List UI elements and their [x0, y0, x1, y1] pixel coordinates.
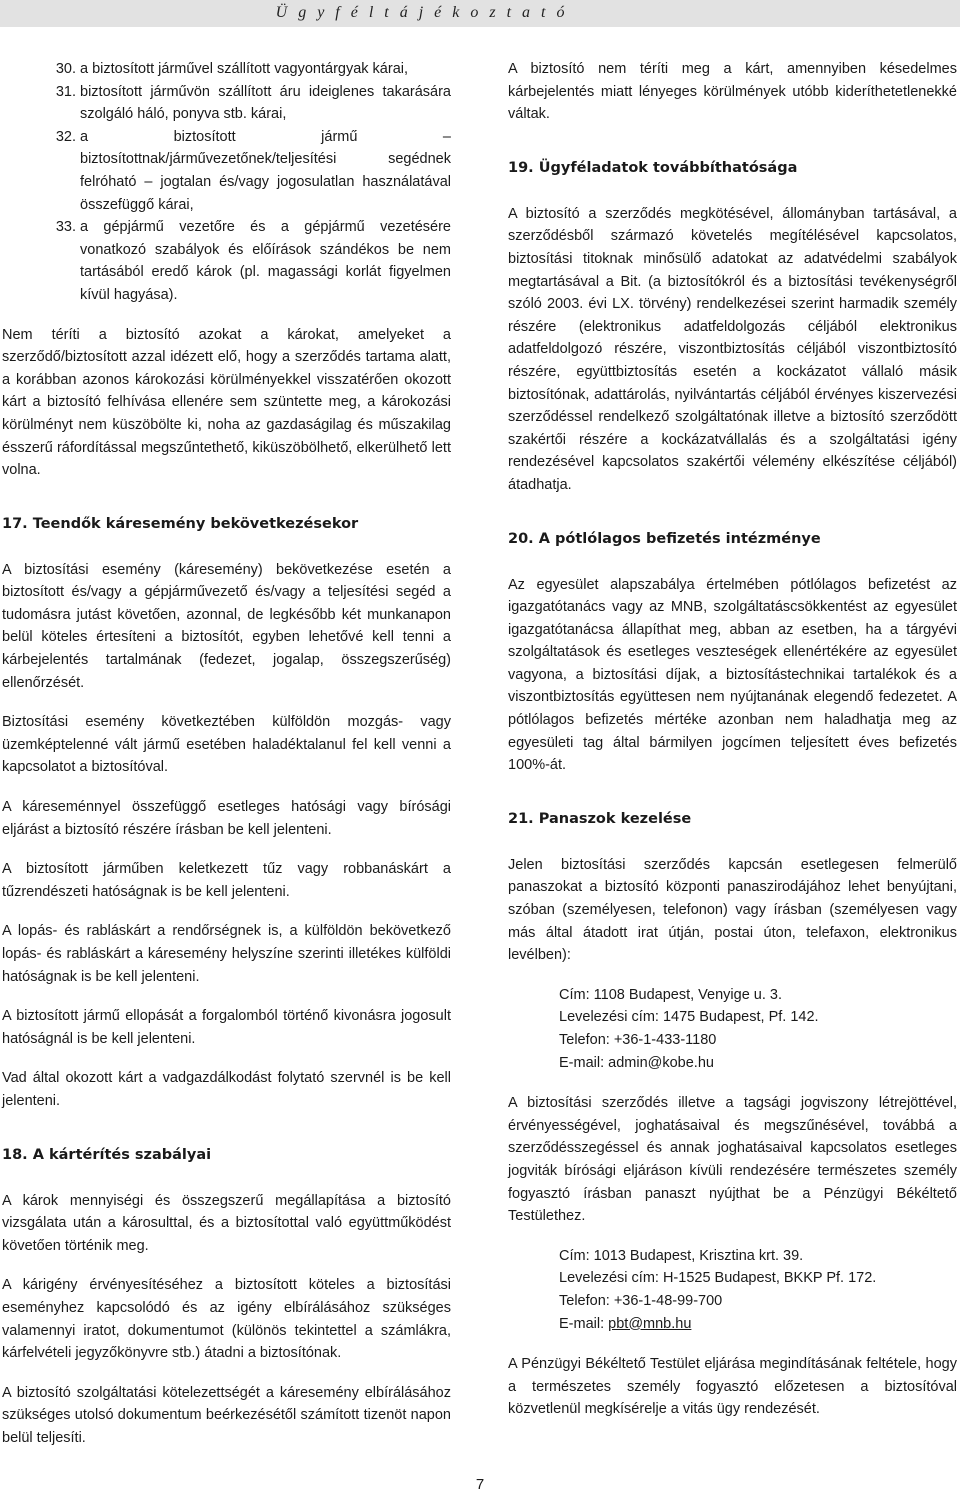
address-line — [559, 1313, 957, 1336]
paragraph: A biztosító a szerződés megkötésével, állományban tartásával, a szerződésből származó követelés megítélésével kapcsolatos, biztosítási titoknak minősülő adatokat az adatvédelmi szabályok megtartásával a Bit. (a biztosítókról és a biztosítási tevékenységről szóló 2003. évi LX. törvény) rendelkezései szerint harmadik személy részére (elektronikus adatfeldolgozás céljából elektronikus adatfeldolgozó részére, viszontbiztosítás céljából viszontbiztosító részére, együttbiztosítás esetén a kockázatot vállaló másik biztosítónak, adattárolás, nyilvántartás céljából érvényes kiszervezési szerződéssel rendelkező szolgáltatónak illetve a biztosító szerződött szakértői részére a kockázatvállalás és a szolgáltatási igény rendezésével kapcsolatos szakértői vélemény elkészítése céljából) átadhatja. — [508, 205, 957, 493]
paragraph: A biztosító szolgáltatási kötelezettségét a káresemény elbírálásához szükséges utolsó dokumentum beérkezésétől számított tizenöt napon belül teljesíti. — [2, 1384, 451, 1446]
section-17-heading: 17. Teendők káresemény bekövetkezésekor — [2, 515, 359, 532]
paragraph: A lopás- és rabláskárt a rendőrségnek is, a külföldön bekövetkező lopás- és rabláskárt a káresemény helyszíne szerinti illetékes külföldi hatóságnak is be kell jelenteni. — [2, 923, 451, 985]
exclusion-list — [2, 58, 451, 307]
address-line: Telefon: +36-1-433-1180 — [559, 1032, 717, 1048]
address-line: Levelezési cím: 1475 Budapest, Pf. 142. — [559, 1009, 819, 1026]
section-19-heading: 19. Ügyféladatok továbbíthatósága — [508, 159, 798, 176]
right-column — [508, 58, 957, 1438]
paragraph: Vad által okozott kárt a vadgazdálkodást folytató szervnél is be kell jelenteni. — [2, 1070, 451, 1109]
page-number: 7 — [475, 1476, 485, 1493]
left-column — [2, 58, 451, 1467]
paragraph: Jelen biztosítási szerződés kapcsán esetlegesen felmerülő panaszokat a biztosító központi panaszirodájához lehet benyújtani, szóban (személyesen, telefonon) vagy írásban (személyesen vagy más által átadott irat útján, postai úton, telefaxon, elektronikus levélben): — [508, 856, 957, 964]
list-item: 33. a gépjármű vezetőre és a gépjármű vezetésére vonatkozó szabályok és előírások szándékos be nem tartásából eredő károk (pl. magassági korlát figyelmen kívül hagyása). — [80, 216, 451, 306]
email-label: E-mail: — [559, 1315, 609, 1332]
address-line: Cím: 1108 Budapest, Venyige u. 3. — [559, 986, 783, 1003]
paragraph: Az egyesület alapszabálya értelmében pótlólagos befizetést az igazgatótanács vagy az MNB, szolgáltatáscsökkentést az egyesület igazgatótanácsa állapíthat meg, abban az esetben, ha a tárgyévi szolgáltatások és esetleges veszteségek ellenértékére az egyesület vagyona, a biztosítási díjak, a biztosítástechnikai tartalékok és a viszontbiztosítás együttesen nem nyújtanának elegendő fedezetet. A pótlólagos befizetés mértéke azonban nem haladhatja meg az egyesületi tag által bármilyen jogcímen teljesített éves befizetés 100%-át. — [508, 576, 957, 774]
paragraph: A biztosító nem téríti meg a kárt, amennyiben késedelmes kárbejelentés miatt lényeges körülmények utóbb kideríthetetlenekké váltak. — [508, 61, 957, 123]
section-20-heading: 20. A pótlólagos befizetés intézménye — [508, 530, 821, 547]
paragraph: A biztosítási szerződés illetve a tagsági jogviszony létrejöttével, érvényességével, joghatásaival és megszűnésével, továbbá a szerződésszegéssel és annak joghatásaival kapcsolatos esetleges jogviták bírósági eljáráson kívüli rendezésére természetes személy fogyasztó írásban panaszt nyújthat be a Pénzügyi Békéltető Testülethez. — [508, 1095, 957, 1225]
address-line: Levelezési cím: H-1525 Budapest, BKKP Pf. 172. — [559, 1270, 877, 1287]
address-line: Telefon: +36-1-48-99-700 — [559, 1292, 723, 1309]
list-item: 31. biztosított járművön szállított áru ideiglenes takarására szolgáló háló, ponyva stb. kárai, — [80, 81, 451, 126]
address-line: E-mail: admin@kobe.hu — [559, 1054, 714, 1071]
address-block-pbt — [508, 1245, 957, 1335]
header-bar — [0, 0, 960, 27]
paragraph: A biztosított járműben keletkezett tűz vagy robbanáskárt a tűzrendészeti hatóságnak is be kell jelenteni. — [2, 861, 451, 900]
paragraph: A kárigény érvényesítéséhez a biztosított köteles a biztosítási eseményhez kapcsolódó és az igény elbírálásához szükséges valamennyi iratot, dokumentumot (különös tekintettel a számlákra, kárfelvételi jegyzőkönyvre stb.) átadni a biztosítónak. — [2, 1277, 451, 1362]
list-item: 30. a biztosított járművel szállított vagyontárgyak kárai, — [80, 58, 451, 81]
section-18-heading: 18. A kártérítés szabályai — [2, 1146, 212, 1163]
paragraph: Biztosítási esemény következtében külföldön mozgás- vagy üzemképtelenné vált jármű esetében haladéktalanul fel kell venni a kapcsolatot a biztosítóval. — [2, 714, 451, 776]
paragraph: A biztosított jármű ellopását a forgalomból történő kivonásra jogosult hatóságnál is be kell jelenteni. — [2, 1008, 451, 1047]
paragraph: A káreseménnyel összefüggő esetleges hatósági vagy bírósági eljárást a biztosító részére írásban be kell jelenteni. — [2, 799, 451, 838]
paragraph: A Pénzügyi Békéltető Testület eljárása megindításának feltétele, hogy a természetes személy fogyasztó előzetesen a biztosítóval közvetlenül megkísérelje a vitás ügy rendezését. — [508, 1356, 957, 1418]
email-link[interactable]: pbt@mnb.hu — [608, 1315, 692, 1332]
address-block-kobe — [508, 984, 957, 1074]
address-line: Cím: 1013 Budapest, Krisztina krt. 39. — [559, 1247, 804, 1264]
list-item: 32. a biztosított jármű – biztosítottnak/járművezetőnek/teljesítési segédnek felróható – jogtalan és/vagy jogosulatlan használatával összefüggő kárai, — [80, 126, 451, 216]
intro-paragraph: Nem téríti a biztosító azokat a károkat, amelyeket a szerződő/biztosított azzal idézett elő, hogy a szerződés tartama alatt, a korábban azonos károkozási körülményekkel visszatérően okozott kárt a biztosító felhívása ellenére sem szüntette meg, a károkozási körülményt nem küszöbölte ki, noha az gazdaságilag és műszakilag ésszerű ráfordítással megszűntethető, kiküszöbölhető, elkerülhető lett volna. — [2, 326, 451, 479]
paragraph: A biztosítási esemény (káresemény) bekövetkezése esetén a biztosított és/vagy a gépjárművezető és/vagy a teljesítési segéd a tudomásra jutást követően, azonnal, de legkésőbb két munkanapon belül köteles értesíteni a biztosítót, egyben lehetővé kell tenni a kárbejelentés tartalmának (fedezet, jogalap, összegszerűség) ellenőrzését. — [2, 561, 451, 691]
header-title: Ü g y f é l t á j é k o z t a t ó — [275, 4, 568, 21]
paragraph: A károk mennyiségi és összegszerű megállapítása a biztosító vizsgálata után a károsulttal, és a biztosítottal való együttműködést követően történik meg. — [2, 1192, 451, 1254]
section-21-heading: 21. Panaszok kezelése — [508, 810, 692, 827]
